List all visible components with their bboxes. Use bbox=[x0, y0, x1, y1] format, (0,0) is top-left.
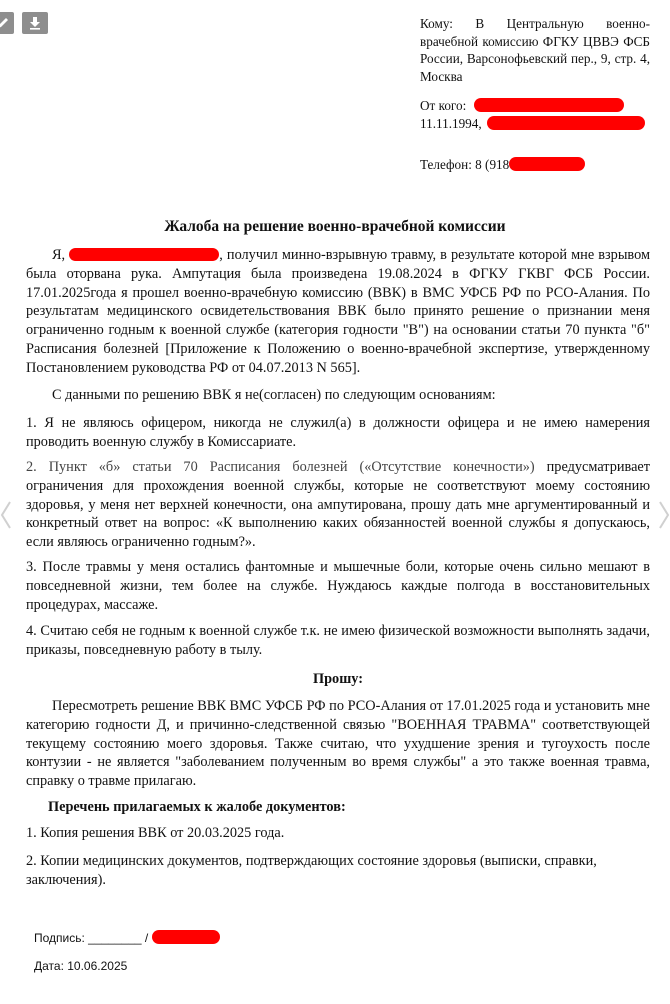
attachment-1: 1. Копия решения ВВК от 20.03.2025 года. bbox=[26, 825, 285, 841]
attachments-heading: Перечень прилагаемых к жалобе документов: bbox=[48, 799, 346, 815]
chevron-right-icon bbox=[658, 500, 670, 530]
disagree-intro: С данными по решению ВВК я не(согласен) по следующим основаниям: bbox=[52, 387, 496, 403]
from-label: От кого: bbox=[420, 98, 467, 113]
previous-page-arrow[interactable] bbox=[0, 500, 12, 530]
redacted-signature bbox=[152, 930, 220, 944]
addressee-block bbox=[420, 15, 650, 174]
intro-prefix: Я, bbox=[52, 247, 66, 263]
next-page-arrow[interactable] bbox=[658, 500, 670, 530]
request-paragraph: Пересмотреть решение ВВК ВМС УФСБ РФ по РСО-Алания от 17.01.2025 года и установить мне категорию годности Д, и причинно-следственной связью "ВОЕННАЯ ТРАВМА" соответствующей текущему состоянию моего здоровья. Также считаю, что ухудшение зрения и тугоухость после контузии - не является "заболеванием полученным во время службы" а это также военная травма, справку о травме прилагаю. bbox=[26, 698, 650, 790]
download-icon bbox=[28, 16, 42, 30]
sender bbox=[420, 97, 650, 132]
request-heading: Прошу: bbox=[312, 671, 363, 687]
document-title: Жалоба на решение военно-врачебной комиссии bbox=[164, 218, 506, 235]
date-line: Дата: 10.06.2025 bbox=[34, 959, 128, 973]
redacted-address bbox=[487, 116, 645, 130]
point-1: 1. Я не являюсь офицером, никогда не служил(а) в должности офицера и не имею намерения проводить военную службу в Комиссариате. bbox=[26, 415, 650, 450]
recipient: Кому: В Центральную военно-врачебной комиссию ФГКУ ЦВВЭ ФСБ России, Варсонофьевский пер., 9, стр. 4, Москва bbox=[420, 16, 650, 84]
redacted-fullname bbox=[69, 248, 219, 261]
phone-label: Телефон: 8 (918 bbox=[420, 157, 510, 172]
phone-line bbox=[420, 156, 650, 174]
birth-date: 11.11.1994, bbox=[420, 115, 482, 131]
intro-paragraph: Я, , получил минно-взрывную травму, в результате которой мне взрывом была оторвана рука. Ампутация была произведена 19.08.2024 в ФГКУ ГКВГ ФСБ России. 17.01.2025года я прошел военно-врачебную комиссию (ВВК) в ВМС УФСБ РФ по РСО-Алания. По результатам медицинского освидетельствования ВВК было принято решение о признании меня ограниченно годным к военной службе (категория годности "В") на основании статьи 70 пункта "б" Расписания болезней [Приложение к Положению о военно-врачебной экспертизе, утвержденному Постановлением руководства РФ от 04.07.2013 N 565]. bbox=[26, 247, 651, 376]
redacted-name bbox=[474, 98, 624, 112]
point-3: 3. После травмы у меня остались фантомные и мышечные боли, которые очень сильно мешают в повседневной жизни, тем более на службе. Нуждаюсь каждые полгода в восстановительных процедурах, массаже. bbox=[26, 559, 651, 613]
chevron-left-icon bbox=[0, 500, 12, 530]
point-4: 4. Считаю себя не годным к военной службе т.к. не имею физической возможности выполнять задачи, приказы, повседневную работу в тылу. bbox=[26, 623, 650, 658]
edit-button[interactable] bbox=[0, 12, 14, 34]
download-button[interactable] bbox=[22, 12, 48, 34]
signature-line: Подпись: ________ / bbox=[34, 930, 220, 945]
attachment-2: 2. Копии медицинских документов, подтверждающих состояние здоровья (выписки, справки, заключения). bbox=[26, 853, 597, 888]
redacted-phone bbox=[509, 157, 585, 171]
intro-text: получил минно-взрывную травму, в результате которой мне взрывом была оторвана рука. Ампутация была произведена 19.08.2024 в ФГКУ ГКВГ ФСБ России. 17.01.2025года я прошел военно-врачебную комиссию (ВВК) в ВМС УФСБ РФ по РСО-Алания. По результатам медицинского освидетельствования ВВК было принято решение о признании меня ограниченно годным к военной службе (категория годности "В") на основании статьи 70 пункта "б" Расписания болезней [Приложение к Положению о военно-врачебной экспертизе, утвержденному Постановлением руководства РФ от 04.07.2013 N 565]. bbox=[26, 247, 651, 376]
point-2: 2. Пункт «б» статьи 70 Расписания болезней («Отсутствие конечности») предусматривает ограничения для прохождения военной службы, которые не соответствуют моему состоянию здоровья, у меня нет верхней конечности, она ампутирована, прошу дать мне аргументированный и конкретный ответ на вопрос: «К выполнению каких обязанностей военной службы я допускаюсь, если являюсь ограниченно годным?». bbox=[26, 459, 651, 551]
pencil-icon bbox=[0, 16, 10, 30]
